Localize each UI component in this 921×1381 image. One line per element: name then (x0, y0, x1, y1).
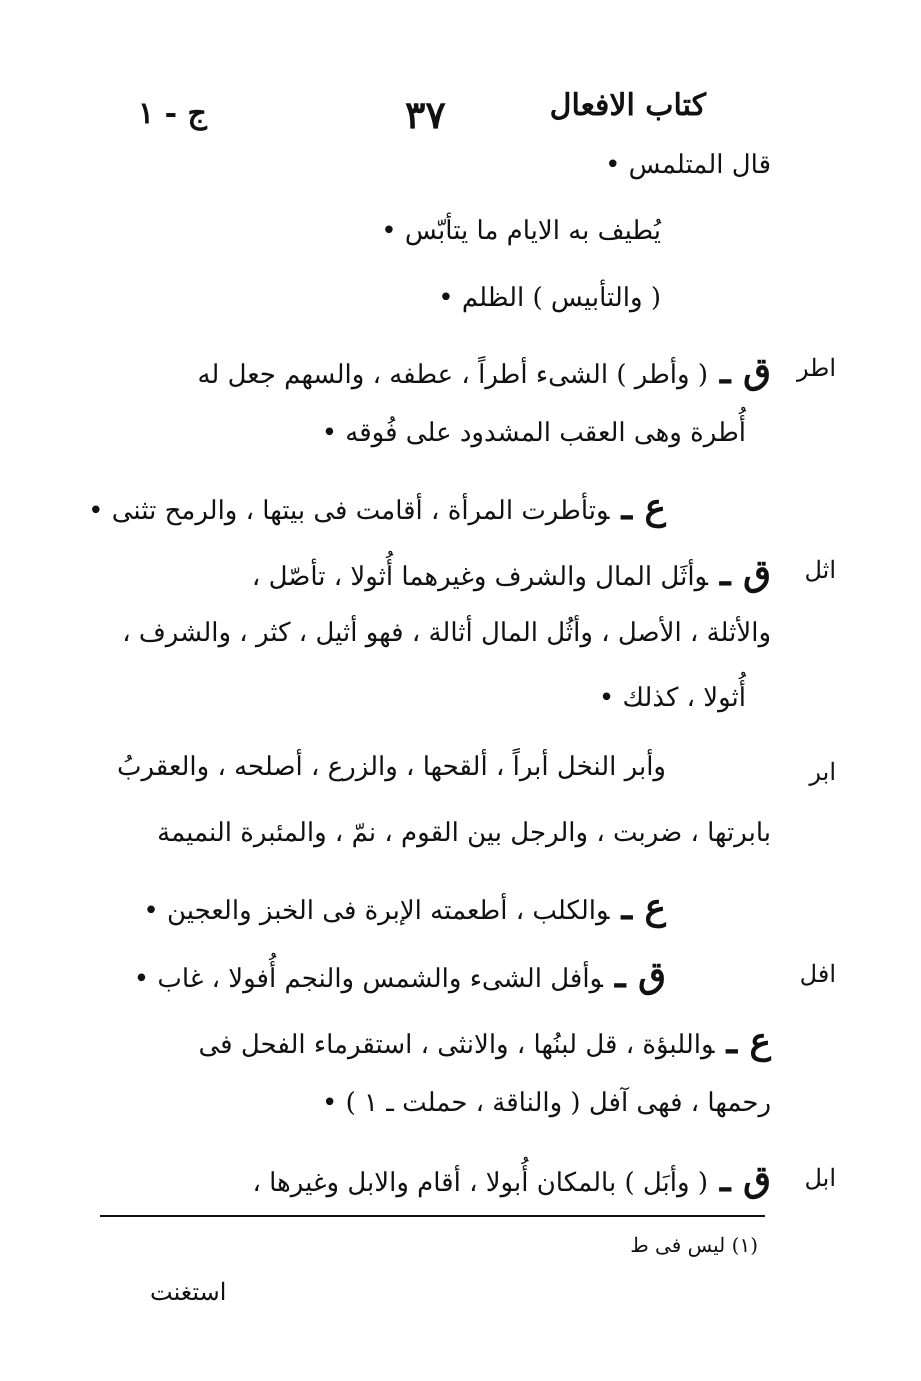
text-line (122, 618, 771, 648)
line-text: أُطرة وهى العقب المشدود على فُوقه • (321, 418, 746, 448)
entry-line (117, 752, 666, 782)
entry-lead: ع ـ (726, 1020, 771, 1062)
verse-line (381, 216, 661, 246)
line-text: والأثلة ، الأصل ، وأثُل المال أثالة ، فهو أثيل ، كثر ، والشرف ، (122, 618, 771, 648)
footnote-rule (100, 1215, 765, 1217)
line-text: وتأطرت المرأة ، أقامت فى بيتها ، والرمح تثنى • (88, 496, 610, 526)
entry-lead: ع ـ (621, 486, 666, 528)
text-line (322, 418, 746, 448)
text-line (438, 283, 661, 313)
footnote: (١) ليس فى ط (630, 1233, 758, 1257)
text-line (157, 818, 771, 848)
text-line (605, 150, 771, 180)
entry-lead: ق ـ (719, 350, 771, 392)
line-text: واللبؤة ، قل لبنُها ، والانثى ، استقرماء الفحل فى (198, 1030, 715, 1060)
margin-root-atr: اطر (796, 354, 836, 382)
margin-root-abl: ابل (804, 1164, 836, 1192)
catchword: استغنت (150, 1278, 227, 1306)
line-text: ( وأبَل ) بالمكان أُبولا ، أقام والابل وغيرها ، (252, 1168, 708, 1198)
entry-lead: ق ـ (614, 954, 666, 996)
entry-lead: ق ـ (719, 1158, 771, 1200)
page-number: ٣٧ (405, 92, 446, 137)
margin-root-athl: اثل (804, 556, 836, 584)
line-text: والكلب ، أطعمته الإبرة فى الخبز والعجين • (143, 896, 610, 926)
entry-line (134, 954, 666, 996)
entry-line (197, 350, 771, 392)
line-text: ( وأطر ) الشىء أطراً ، عطفه ، والسهم جعل له (197, 360, 708, 390)
entry-lead: ق ـ (719, 552, 771, 594)
margin-root-afl: افل (799, 960, 836, 988)
margin-root-abr: ابر (809, 758, 836, 786)
entry-lead: ع ـ (621, 886, 666, 928)
line-text: بابرتها ، ضربت ، والرجل بين القوم ، نمّ ، والمئبرة النميمة (157, 818, 771, 848)
line-text: وأبر النخل أبراً ، ألقحها ، والزرع ، أصلحه ، والعقربُ (116, 752, 666, 782)
line-text: قال المتلمس • (605, 150, 771, 180)
text-line (599, 683, 746, 713)
line-text: وأفل الشىء والشمس والنجم أُفولا ، غاب • (133, 964, 603, 994)
running-title: كتاب الافعال (549, 88, 706, 123)
entry-line (88, 486, 666, 528)
line-text: وأثَل المال والشرف وغيرهما أُثولا ، تأصّل ، (251, 562, 708, 592)
line-text: يُطيف به الايام ما يتأبّس • (381, 216, 661, 246)
entry-line (252, 552, 771, 594)
entry-line (199, 1020, 772, 1062)
line-text: أُثولا ، كذلك • (598, 683, 746, 713)
entry-line (252, 1158, 771, 1200)
entry-line (143, 886, 666, 928)
line-text: ( والتأبيس ) الظلم • (438, 283, 661, 313)
line-text: رحمها ، فهى آفل ( والناقة ، حملت ـ ١ ) • (322, 1088, 771, 1118)
text-line (322, 1088, 771, 1118)
volume-label: ج - ١ (138, 96, 207, 131)
